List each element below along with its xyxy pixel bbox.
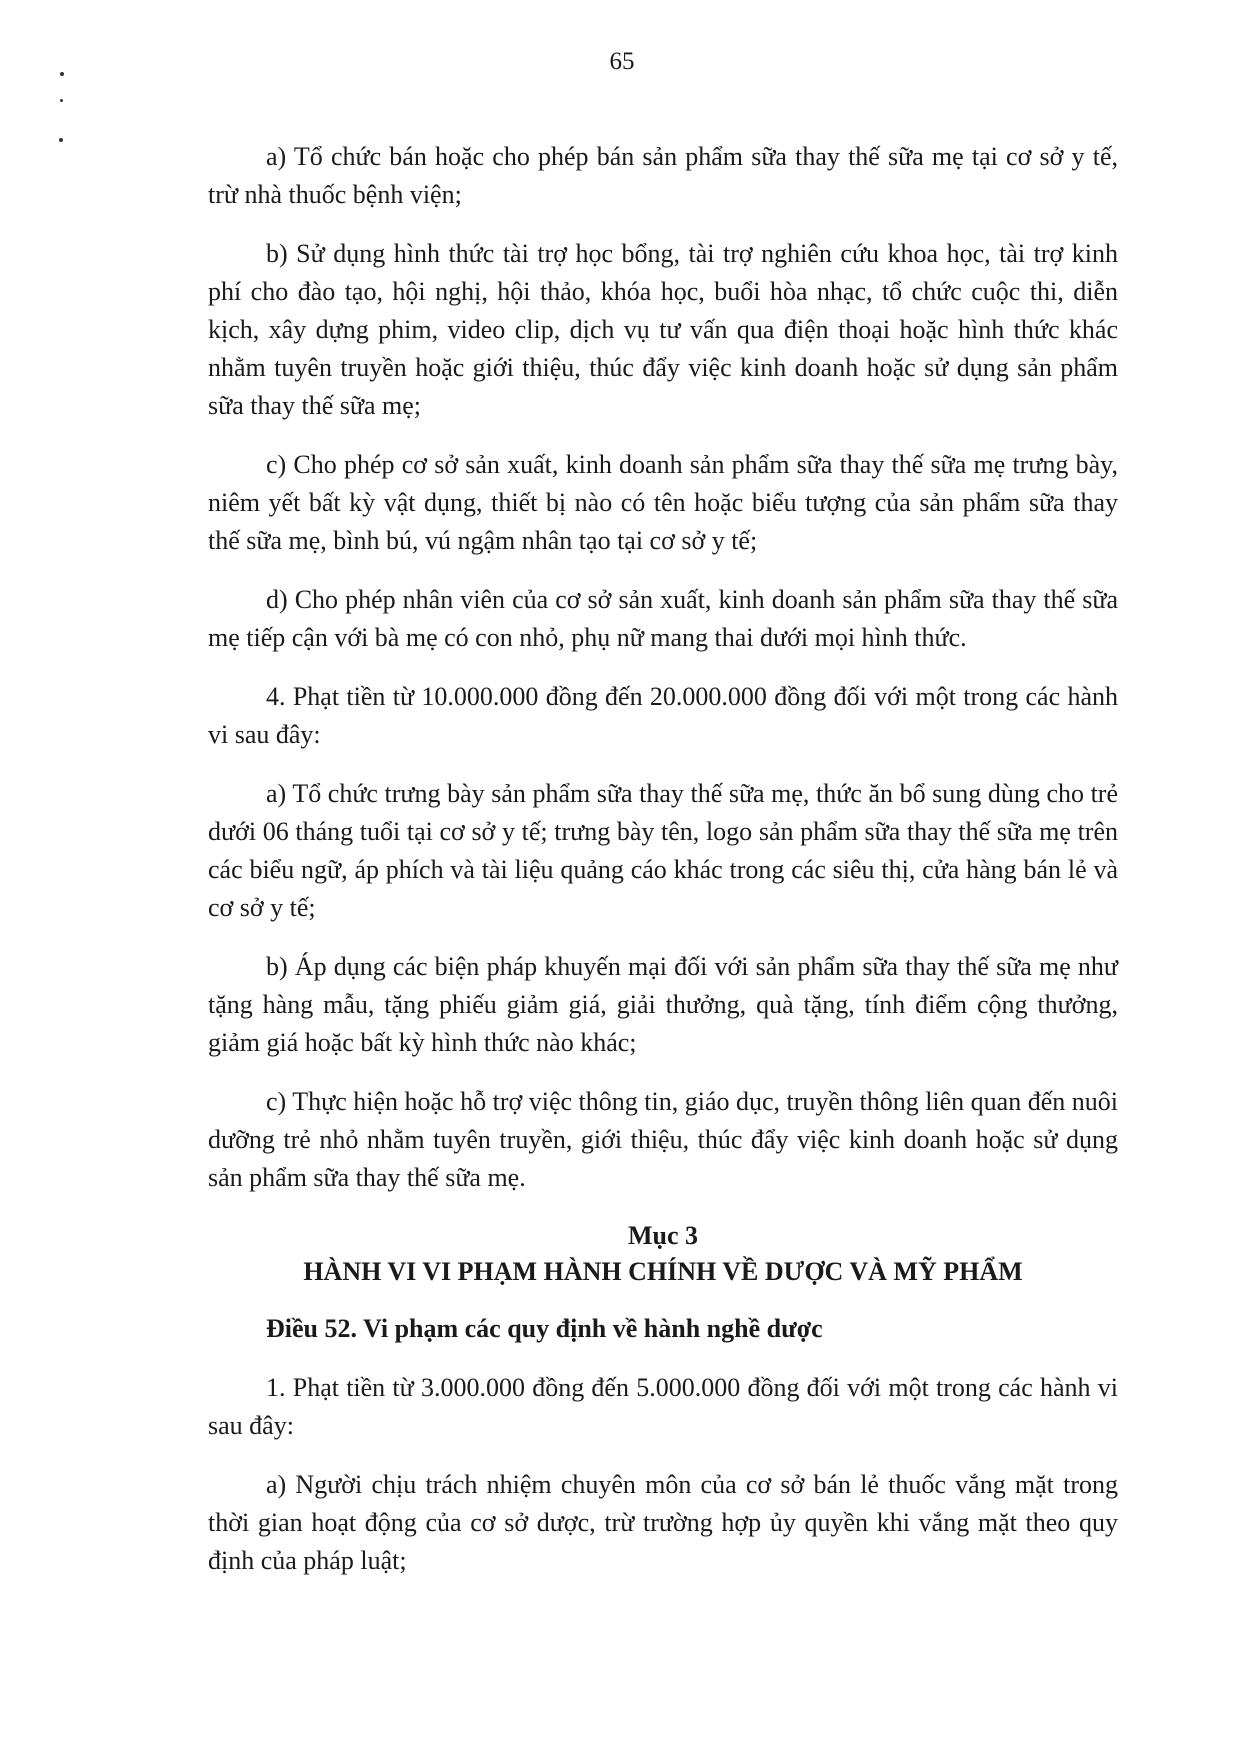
paragraph: a) Tổ chức bán hoặc cho phép bán sản phẩm sữa thay thế sữa mẹ tại cơ sở y tế, trừ nhà thuốc bệnh viện; bbox=[208, 142, 1118, 209]
section-title: HÀNH VI VI PHẠM HÀNH CHÍNH VỀ DƯỢC VÀ MỸ PHẨM bbox=[303, 1257, 1023, 1286]
paragraph: 4. Phạt tiền từ 10.000.000 đồng đến 20.000.000 đồng đối với một trong các hành vi sau đây: bbox=[208, 682, 1118, 749]
paragraph: c) Thực hiện hoặc hỗ trợ việc thông tin, giáo dục, truyền thông liên quan đến nuôi dưỡng trẻ nhỏ nhằm tuyên truyền, giới thiệu, thúc đẩy việc kinh doanh hoặc sử dụng sản phẩm sữa thay thế sữa mẹ. bbox=[208, 1087, 1118, 1192]
document-body bbox=[208, 138, 1118, 1601]
scan-speck bbox=[60, 99, 63, 102]
paragraph: b) Áp dụng các biện pháp khuyến mại đối với sản phẩm sữa thay thế sữa mẹ như tặng hàng mẫu, tặng phiếu giảm giá, giải thưởng, quà tặng, tính điểm cộng thưởng, giảm giá hoặc bất kỳ hình thức nào khác; bbox=[208, 952, 1118, 1057]
paragraph: 1. Phạt tiền từ 3.000.000 đồng đến 5.000.000 đồng đối với một trong các hành vi sau đây: bbox=[208, 1373, 1118, 1440]
paragraph: c) Cho phép cơ sở sản xuất, kinh doanh sản phẩm sữa thay thế sữa mẹ trưng bày, niêm yết bất kỳ vật dụng, thiết bị nào có tên hoặc biểu tượng của sản phẩm sữa thay thế sữa mẹ, bình bú, vú ngậm nhân tạo tại cơ sở y tế; bbox=[208, 450, 1118, 555]
paragraph: a) Người chịu trách nhiệm chuyên môn của cơ sở bán lẻ thuốc vắng mặt trong thời gian hoạt động của cơ sở dược, trừ trường hợp ủy quyền khi vắng mặt theo quy định của pháp luật; bbox=[208, 1470, 1118, 1575]
scan-speck bbox=[59, 138, 63, 142]
paragraph: a) Tổ chức trưng bày sản phẩm sữa thay thế sữa mẹ, thức ăn bổ sung dùng cho trẻ dưới 06 tháng tuổi tại cơ sở y tế; trưng bày tên, logo sản phẩm sữa thay thế sữa mẹ trên các biểu ngữ, áp phích và tài liệu quảng cáo khác trong các siêu thị, cửa hàng bán lẻ và cơ sở y tế; bbox=[208, 779, 1118, 922]
section-label: Mục 3 bbox=[627, 1221, 699, 1250]
article-title: Điều 52. Vi phạm các quy định về hành nghề dược bbox=[266, 1314, 823, 1343]
paragraph: d) Cho phép nhân viên của cơ sở sản xuất, kinh doanh sản phẩm sữa thay thế sữa mẹ tiếp cận với bà mẹ có con nhỏ, phụ nữ mang thai dưới mọi hình thức. bbox=[208, 585, 1118, 652]
scan-speck bbox=[60, 72, 64, 76]
page-number: 65 bbox=[609, 48, 635, 75]
paragraph: b) Sử dụng hình thức tài trợ học bổng, tài trợ nghiên cứu khoa học, tài trợ kinh phí cho đào tạo, hội nghị, hội thảo, khóa học, buổi hòa nhạc, tổ chức cuộc thi, diễn kịch, xây dựng phim, video clip, dịch vụ tư vấn qua điện thoại hoặc hình thức khác nhằm tuyên truyền hoặc giới thiệu, thúc đẩy việc kinh doanh hoặc sử dụng sản phẩm sữa thay thế sữa mẹ; bbox=[208, 239, 1118, 420]
